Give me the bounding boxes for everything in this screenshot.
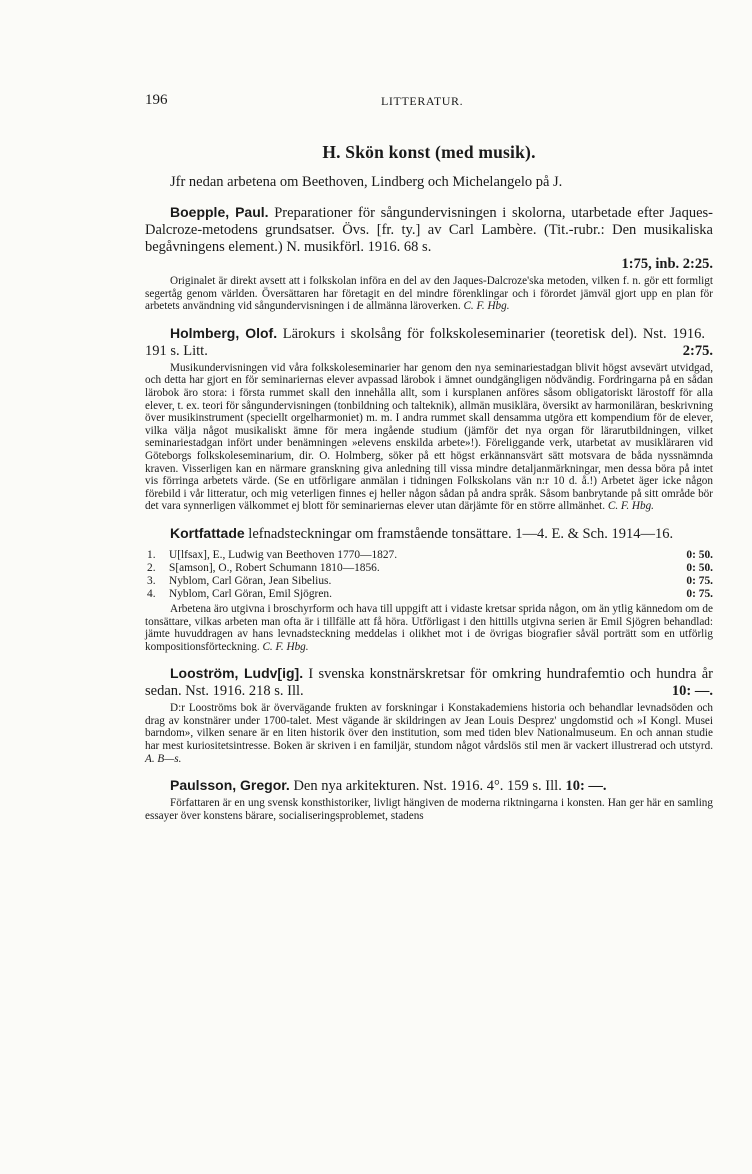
page — [145, 92, 713, 822]
entry-paulsson — [145, 777, 713, 822]
entry-author: Looström, Ludv[ig]. — [170, 665, 304, 682]
volume-item: 2. S[amson], O., Robert Schumann 1810—1856. 0: 50. — [147, 561, 713, 574]
entry-heading — [145, 777, 713, 795]
entry-price: 10: —. — [671, 683, 713, 700]
entry-review: Författaren är en ung svensk konsthistoriker, livligt hängiven de moderna riktningarna i konsten. Han ger här en samling essayer över konstens bärare, socialiseringsproblemet, stadens — [145, 797, 713, 822]
reviewer-signature: C. F. Hbg. — [262, 640, 309, 653]
entry-review: Musikundervisningen vid våra folkskoleseminarier har genom den nya seminariestadgan blivit högst avsevärt utvidgad, och detta har gjort en för seminariernas elever avpassad lärobok i ämnet oundgängligen nödvändig. Fordringarna på en sådan lärobok äro stora: i första rummet skall den innehålla allt, som i kursplanen anföres såsom obligatoriskt lärostoff för alla elever, t. ex. teori för sångundervisningen (tonbildning och talteknik), allmän musiklära, översikt av harmoniläran, beskrivning över musikinstrument (speciellt orgelharmoniet) m. m. I andra rummet skall densamma utgöra ett kompendium för de elever, vilka välja något musikaliskt ämne för mera ingående studium (jämför det nya organ för lärarutbildningen, vilket seminariestadgan infört under benämningen »elevens enskilda arbete»!). Föreliggande verk, utarbetat av musikläraren vid Göteborgs folkskoleseminarium, dir. O. Holmberg, söker på ett högst erkännansvärt sätt motsvara de båda nyssnämnda kraven. Visserligen kan en närmare granskning giva anledning till vissa mindre detaljanmärkningar, men dessa böra på intet vis förringa arbetets värde. (Se en utförligare anmälan i tidningen Folkskolans vän n:r 10 d. å.!) Arbetet äger icke någon förebild i vår litteratur, och mig veterligen finnes ej heller någon sådan på andra språk. Såsom banbrytande på sitt område bör det vara synnerligen välkommet ej blott för seminariernas elever utan därjämte för en större allmänhet. C. F. Hbg. — [145, 361, 713, 513]
entry-price: 10: —. — [565, 778, 607, 795]
volume-item: 1. U[lfsax], E., Ludwig van Beethoven 1770—1827. 0: 50. — [147, 548, 713, 561]
running-header — [145, 92, 713, 116]
entry-price: 2:75. — [682, 342, 713, 359]
entry-author: Holmberg, Olof. — [170, 324, 278, 341]
entry-title: Lärokurs i skolsång för folkskoleseminarier (teoretisk del). Nst. 1916. 191 s. Litt. — [145, 325, 705, 359]
volume-item: 4. Nyblom, Carl Göran, Emil Sjögren. 0: 75. — [147, 587, 713, 600]
entry-heading — [145, 204, 713, 256]
volume-item: 3. Nyblom, Carl Göran, Jean Sibelius. 0: 75. — [147, 574, 713, 587]
crossref-note: Jfr nedan arbetena om Beethoven, Lindberg och Michelangelo på J. — [170, 174, 563, 190]
section-title: H. Skön konst (med musik). — [322, 142, 536, 162]
reviewer-signature: C. F. Hbg. — [607, 500, 654, 513]
page-number: 196 — [145, 92, 168, 108]
entry-holmberg — [145, 325, 713, 513]
entry-title: Den nya arkitekturen. Nst. 1916. 4°. 159 s. Ill. — [289, 778, 562, 795]
entry-title: lefnadsteckningar om framstående tonsättare. 1—4. E. & Sch. 1914—16. — [244, 525, 674, 542]
entry-title: Preparationer för sångundervisningen i skolorna, utarbetade efter Jaques-Dalcroze-metodens grundsatser. Övs. [fr. ty.] av Carl Lambère. (Tit.-rubr.: Den musikaliska begåvningens element.) N. musikförl. 1916. 68 s. — [145, 205, 714, 255]
entry-author: Kortfattade — [170, 524, 245, 541]
entry-heading — [145, 325, 713, 360]
entry-heading — [145, 525, 713, 543]
entry-price: 1:75, inb. 2:25. — [621, 256, 713, 272]
reviewer-signature: C. F. Hbg. — [463, 300, 510, 313]
volume-list — [145, 549, 713, 601]
entry-author: Boepple, Paul. — [170, 204, 269, 220]
entry-review: Arbetena äro utgivna i broschyrform och hava till uppgift att i vidaste kretsar sprida någon, om än ytlig kännedom om de tonsättare, vilkas arbeten man ofta är i tillfälle att få höra. Utförligast i den hittills utgivna serien är Emil Sjögren behandlad: jämte huvuddragen av hans levnadsteckning meddelas i olikhet mot i de övrigas biografier såväl porträtt som en utförlig kompositionsförteckning. C. F. Hbg. — [145, 602, 713, 653]
entry-boepple — [145, 204, 713, 313]
running-title: LITTERATUR. — [381, 94, 464, 108]
reviewer-signature: A. B—s. — [145, 752, 182, 765]
entry-kortfattade — [145, 525, 713, 653]
entry-author: Paulsson, Gregor. — [170, 777, 290, 794]
entry-review: Originalet är direkt avsett att i folkskolan införa en del av den Jaques-Dalcroze'ska metoden, vilken f. n. gör ett formligt segertåg genom världen. Översättaren har företagit en del mindre förenklingar och i förordet jämväl gjort upp en plan för arbetets användning vid sångundervisningen i de allmänna läroverken. C. F. Hbg. — [145, 275, 713, 313]
entry-loostrom — [145, 665, 713, 765]
entry-title: I svenska konstnärskretsar för omkring hundrafemtio och hundra år sedan. Nst. 1916. 218 s. Ill. — [145, 666, 713, 700]
entry-review: D:r Looströms bok är övervägande frukten av forskningar i Konstakademiens historia och behandlar levnadsöden och drag av konstnärer under 1700-talet. Mest vägande är skildringen av Jean Louis Desprez' ungdomstid och »I Kongl. Musei barndom», vilken senare är en liten historik över den institution, som med tiden blev Nationalmuseum. En och annan studie har mest kuriositetsintresse. Boken är skriven i en familjär, stundom något vårdslös stil men är vackert illustrerad och utstyrd. A. B—s. — [145, 702, 713, 765]
